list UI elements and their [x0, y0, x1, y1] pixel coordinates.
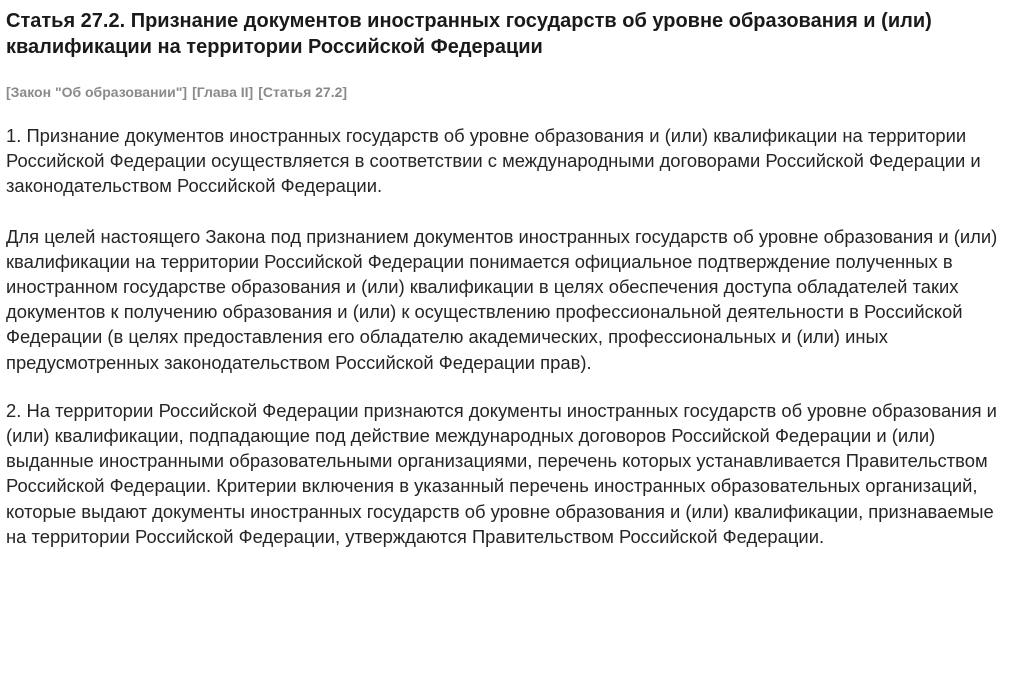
paragraph-2: Для целей настоящего Закона под признанием документов иностранных государств об уровне образования и (или) квалификации на территории Российской Федерации понимается официальное подтверждение полученных в иностранном государстве образования и (или) квалификации в целях обеспечения доступа обладателей таких документов к получению образования и (или) к осуществлению профессиональной деятельности в Российской Федерации (в целях предоставления его обладателю академических, профессиональных и (или) иных предусмотренных законодательством Российской Федерации прав).	[6, 225, 998, 373]
breadcrumb-law-link[interactable]: [Закон "Об образовании"]	[6, 84, 188, 100]
article-title: Статья 27.2. Признание документов иностранных государств об уровне образования и (или) квалификации на территории Российской Федерации	[6, 10, 932, 58]
paragraph-3: 2. На территории Российской Федерации признаются документы иностранных государств об уровне образования и (или) квалификации, подпадающие под действие международных договоров Российской Федерации и (или) выданные иностранными образовательными организациями, перечень которых устанавливается Правительством Российской Федерации. Критерии включения в указанный перечень иностранных образовательных организаций, которые выдают документы иностранных государств об уровне образования и (или) квалификации, признаваемые на территории Российской Федерации, утверждаются Правительством Российской Федерации.	[6, 399, 997, 547]
breadcrumb-chapter-link[interactable]: [Глава II]	[192, 84, 254, 100]
paragraph-1: 1. Признание документов иностранных государств об уровне образования и (или) квалификации на территории Российской Федерации осуществляется в соответствии с международными договорами Российской Федерации и законодательством Российской Федерации.	[6, 125, 981, 197]
breadcrumb-article-link[interactable]: [Статья 27.2]	[258, 84, 348, 100]
breadcrumb	[6, 83, 1024, 101]
